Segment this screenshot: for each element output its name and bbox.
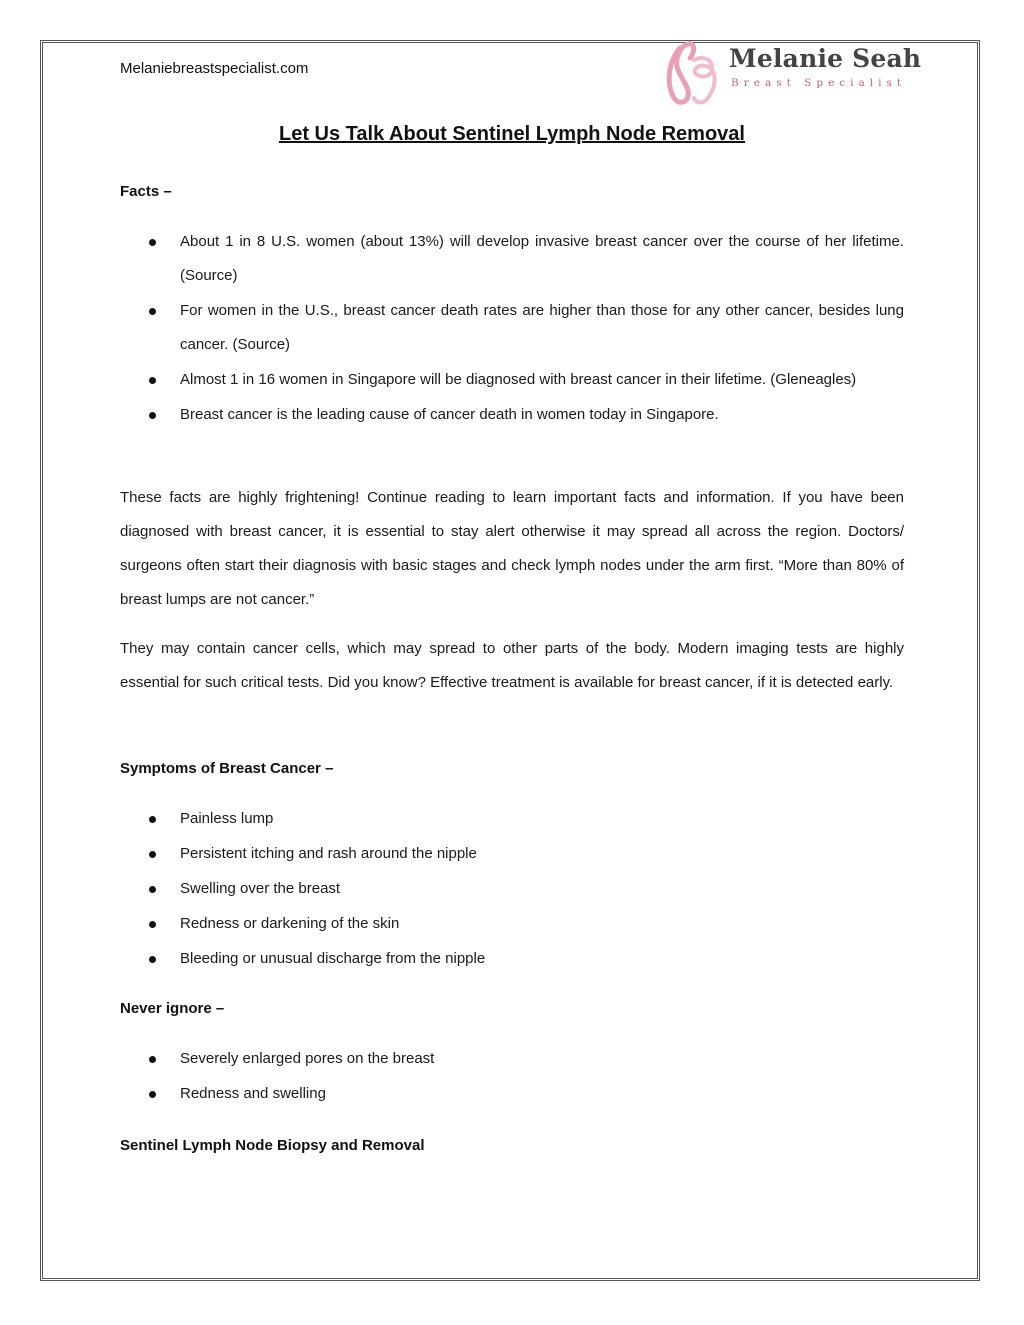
list-item: Swelling over the breast xyxy=(180,872,904,906)
list-item: For women in the U.S., breast cancer death rates are higher than those for any other cancer, besides lung cancer. (Source) xyxy=(180,294,904,362)
facts-list xyxy=(180,225,904,433)
page-title: Let Us Talk About Sentinel Lymph Node Removal xyxy=(279,123,745,145)
list-item: Redness and swelling xyxy=(180,1077,904,1111)
bullet-icon xyxy=(149,1056,156,1063)
bullet-icon xyxy=(149,412,156,419)
bullet-icon xyxy=(149,377,156,384)
bullet-icon xyxy=(149,308,156,315)
list-item: Bleeding or unusual discharge from the nipple xyxy=(180,942,904,976)
logo-name: Melanie Seah xyxy=(729,44,922,73)
list-item: Almost 1 in 16 women in Singapore will be diagnosed with breast cancer in their lifetime. (Gleneagles) xyxy=(180,363,904,397)
never-ignore-list xyxy=(180,1042,904,1112)
list-item: Painless lump xyxy=(180,802,904,836)
symptoms-list xyxy=(180,802,904,977)
bullet-icon xyxy=(149,1091,156,1098)
bullet-icon xyxy=(149,886,156,893)
pink-ribbon-monogram-icon xyxy=(660,40,726,108)
logo-tagline: Breast Specialist xyxy=(731,77,907,89)
bullet-icon xyxy=(149,816,156,823)
bullet-icon xyxy=(149,956,156,963)
logo xyxy=(660,40,920,108)
list-item: Redness or darkening of the skin xyxy=(180,907,904,941)
bullet-icon xyxy=(149,851,156,858)
site-url: Melaniebreastspecialist.com xyxy=(120,60,309,77)
list-item: About 1 in 8 U.S. women (about 13%) will develop invasive breast cancer over the course of her lifetime. (Source) xyxy=(180,225,904,293)
bullet-icon xyxy=(149,239,156,246)
section-heading: Sentinel Lymph Node Biopsy and Removal xyxy=(120,1137,425,1154)
list-item: Breast cancer is the leading cause of cancer death in women today in Singapore. xyxy=(180,398,904,432)
paragraph-facts-intro: These facts are highly frightening! Continue reading to learn important facts and information. If you have been diagnosed with breast cancer, it is essential to stay alert otherwise it may spread all across the region. Doctors/ surgeons often start their diagnosis with basic stages and check lymph nodes under the arm first. “More than 80% of breast lumps are not cancer.” xyxy=(120,489,904,608)
symptoms-heading: Symptoms of Breast Cancer – xyxy=(120,760,334,777)
list-item: Severely enlarged pores on the breast xyxy=(180,1042,904,1076)
facts-heading: Facts – xyxy=(120,183,172,200)
list-item: Persistent itching and rash around the nipple xyxy=(180,837,904,871)
paragraph-cancer-cells: They may contain cancer cells, which may spread to other parts of the body. Modern imaging tests are highly essential for such critical tests. Did you know? Effective treatment is available for breast cancer, if it is detected early. xyxy=(120,640,904,691)
bullet-icon xyxy=(149,921,156,928)
never-ignore-heading: Never ignore – xyxy=(120,1000,225,1017)
